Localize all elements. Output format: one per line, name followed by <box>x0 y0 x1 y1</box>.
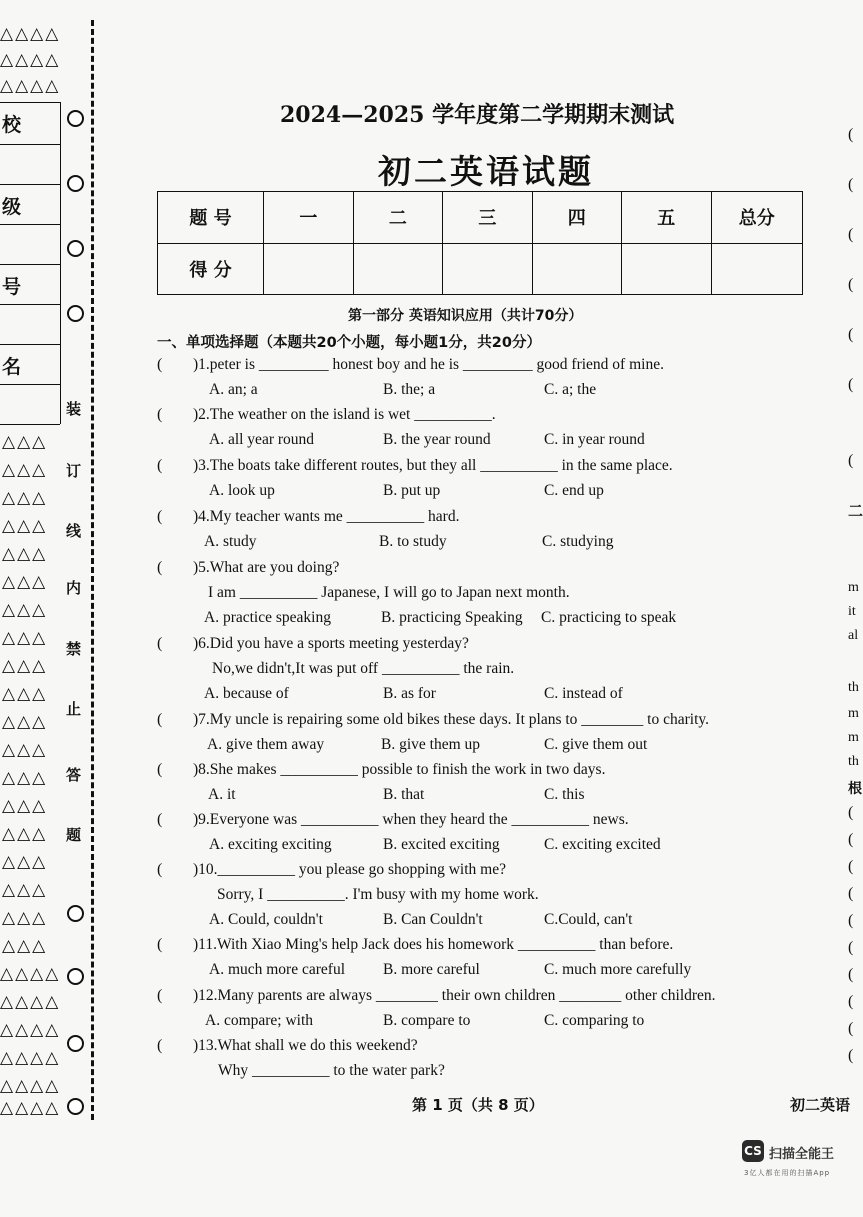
binding-text-char: 装 <box>66 400 82 418</box>
option-c: C. in year round <box>544 431 645 448</box>
option-c: C. practicing to speak <box>541 609 677 626</box>
option-b: B. more careful <box>383 961 480 978</box>
answer-paren[interactable]: ( <box>157 811 163 828</box>
next-page-title-fragment: 初二英语 <box>790 1096 851 1114</box>
class-label: 级 <box>2 196 22 218</box>
question-stem: )12.Many parents are always ________ their own children ________ other children. <box>193 987 716 1004</box>
binding-hole-circle <box>67 905 84 922</box>
answer-paren: ( <box>848 939 854 956</box>
binding-text-char: 止 <box>66 700 82 718</box>
binding-hole-circle <box>67 1035 84 1052</box>
option-c: C. this <box>544 786 585 803</box>
triangle-row: △△△△ <box>0 964 61 984</box>
score-table-col: 三 <box>443 192 532 244</box>
triangle-row: △△△ <box>2 684 48 704</box>
scanner-app-name: 扫描全能王 <box>769 1147 835 1162</box>
page-number: 第 1 页（共 8 页） <box>412 1096 544 1114</box>
option-c: C. a; the <box>544 381 597 398</box>
option-c: C. end up <box>544 482 604 499</box>
triangle-row: △△△△ <box>0 992 61 1012</box>
question-stem: )1.peter is _________ honest boy and he is _________ good friend of mine. <box>193 356 664 373</box>
answer-paren: ( <box>848 1020 854 1037</box>
binding-hole-circle <box>67 1098 84 1115</box>
triangle-row: △△△△ <box>0 24 61 44</box>
question-stem: )10.__________ you please go shopping with me? <box>193 861 506 878</box>
exam-subtitle: 初二英语试题 <box>378 152 594 191</box>
score-table-col: 四 <box>532 192 621 244</box>
score-cell[interactable] <box>443 243 532 295</box>
score-table-row-label: 得 分 <box>158 243 264 295</box>
question-line2: No,we didn't,It was put off __________ the rain. <box>212 660 515 677</box>
triangle-row: △△△ <box>2 768 48 788</box>
triangle-row: △△△ <box>2 628 48 648</box>
score-table-col: 二 <box>353 192 442 244</box>
answer-paren: ( <box>848 858 854 875</box>
option-a: A. exciting exciting <box>209 836 332 853</box>
binding-hole-circle <box>67 110 84 127</box>
question-stem: )7.My uncle is repairing some old bikes these days. It plans to ________ to charity. <box>193 711 709 728</box>
triangle-row: △△△ <box>2 852 48 872</box>
answer-paren[interactable]: ( <box>157 936 163 953</box>
answer-paren[interactable]: ( <box>157 635 163 652</box>
score-table-col: 一 <box>264 192 353 244</box>
option-c: C. instead of <box>544 685 623 702</box>
school-label: 校 <box>2 114 22 136</box>
question-stem: )11.With Xiao Ming's help Jack does his homework __________ than before. <box>193 936 674 953</box>
answer-paren: ( <box>848 912 854 929</box>
question-stem: )2.The weather on the island is wet __________. <box>193 406 496 423</box>
answer-paren: ( <box>848 176 854 193</box>
question-stem: )4.My teacher wants me __________ hard. <box>193 508 460 525</box>
option-b: B. give them up <box>381 736 481 753</box>
question-stem: )13.What shall we do this weekend? <box>193 1037 418 1054</box>
option-b: B. the year round <box>383 431 491 448</box>
triangle-row: △△△ <box>2 796 48 816</box>
binding-dashed-line <box>91 20 94 1120</box>
binding-text-char: 订 <box>66 462 82 480</box>
section-heading-fragment: 二 <box>848 502 863 520</box>
triangle-row: △△△ <box>2 712 48 732</box>
option-b: B. to study <box>379 533 447 550</box>
question-stem: )9.Everyone was __________ when they heard the __________ news. <box>193 811 629 828</box>
name-label: 名 <box>2 356 22 378</box>
option-a: A. all year round <box>209 431 315 448</box>
number-label: 号 <box>2 276 22 298</box>
answer-paren[interactable]: ( <box>157 987 163 1004</box>
triangle-row: △△△ <box>2 544 48 564</box>
question-line2: I am __________ Japanese, I will go to Japan next month. <box>208 584 570 601</box>
triangle-row: △△△ <box>2 488 48 508</box>
option-a: A. an; a <box>209 381 258 398</box>
binding-hole-circle <box>67 968 84 985</box>
question-stem: )6.Did you have a sports meeting yesterday? <box>193 635 469 652</box>
answer-paren: ( <box>848 276 854 293</box>
option-a: A. it <box>208 786 236 803</box>
binding-hole-circle <box>67 175 84 192</box>
answer-paren: ( <box>848 804 854 821</box>
triangle-row: △△△ <box>2 460 48 480</box>
option-b: B. Can Couldn't <box>383 911 483 928</box>
triangle-row: △△△ <box>2 432 48 452</box>
answer-paren[interactable]: ( <box>157 761 163 778</box>
score-table <box>157 191 803 295</box>
answer-paren[interactable]: ( <box>157 559 163 576</box>
option-b: B. as for <box>383 685 436 702</box>
option-b: B. practicing Speaking <box>381 609 523 626</box>
triangle-row: △△△△ <box>0 1098 61 1118</box>
binding-text-char: 禁 <box>66 640 82 658</box>
triangle-row: △△△ <box>2 824 48 844</box>
option-a: A. practice speaking <box>204 609 331 626</box>
answer-paren: ( <box>848 966 854 983</box>
answer-paren[interactable]: ( <box>157 861 163 878</box>
option-b: B. put up <box>383 482 441 499</box>
option-c: C.Could, can't <box>544 911 633 928</box>
answer-paren: ( <box>848 831 854 848</box>
cs-logo-icon: CS <box>742 1140 764 1162</box>
triangle-row: △△△△ <box>0 50 61 70</box>
triangle-row: △△△ <box>2 656 48 676</box>
option-b: B. excited exciting <box>383 836 500 853</box>
answer-paren[interactable]: ( <box>157 711 163 728</box>
question-line2: Sorry, I __________. I'm busy with my home work. <box>217 886 539 903</box>
binding-hole-circle <box>67 305 84 322</box>
text-fragment: m <box>848 580 859 595</box>
binding-text-char: 答 <box>66 766 82 784</box>
score-cell[interactable] <box>532 243 621 295</box>
answer-paren: ( <box>848 452 854 469</box>
option-c: C. give them out <box>544 736 648 753</box>
answer-paren: ( <box>848 993 854 1010</box>
answer-paren[interactable]: ( <box>157 1037 163 1054</box>
option-c: C. exciting excited <box>544 836 661 853</box>
question-stem: )8.She makes __________ possible to finish the work in two days. <box>193 761 606 778</box>
triangle-row: △△△ <box>2 572 48 592</box>
answer-paren[interactable]: ( <box>157 356 163 373</box>
triangle-row: △△△△ <box>0 76 61 96</box>
option-a: A. much more careful <box>209 961 345 978</box>
answer-paren: ( <box>848 226 854 243</box>
option-a: A. compare; with <box>205 1012 314 1029</box>
score-cell[interactable] <box>622 243 711 295</box>
text-fragment: it <box>848 604 856 619</box>
answer-paren[interactable]: ( <box>157 508 163 525</box>
score-cell[interactable] <box>711 243 802 295</box>
part1-heading: 第一部分 英语知识应用（共计70分） <box>348 308 583 324</box>
text-fragment: th <box>848 680 859 695</box>
triangle-row: △△△△ <box>0 1048 61 1068</box>
option-b: B. the; a <box>383 381 436 398</box>
score-cell[interactable] <box>264 243 353 295</box>
option-b: B. compare to <box>383 1012 471 1029</box>
triangle-row: △△△ <box>2 880 48 900</box>
answer-paren: ( <box>848 326 854 343</box>
text-fragment: th <box>848 754 859 769</box>
text-fragment: m <box>848 730 859 745</box>
option-a: A. look up <box>209 482 275 499</box>
option-b: B. that <box>383 786 425 803</box>
triangle-row: △△△△ <box>0 1020 61 1040</box>
option-a: A. Could, couldn't <box>209 911 323 928</box>
text-fragment: al <box>848 628 859 643</box>
question-stem: )5.What are you doing? <box>193 559 340 576</box>
answer-paren[interactable]: ( <box>157 406 163 423</box>
text-fragment: m <box>848 706 859 721</box>
binding-text-char: 题 <box>66 826 82 844</box>
option-c: C. comparing to <box>544 1012 645 1029</box>
heading-fragment: 根 <box>848 781 862 797</box>
option-a: A. give them away <box>207 736 325 753</box>
option-a: A. because of <box>204 685 289 702</box>
binding-text-char: 内 <box>66 579 82 597</box>
triangle-row: △△△△ <box>0 1076 61 1096</box>
triangle-row: △△△ <box>2 936 48 956</box>
question-stem: )3.The boats take different routes, but they all __________ in the same place. <box>193 457 673 474</box>
triangle-row: △△△ <box>2 740 48 760</box>
triangle-row: △△△ <box>2 516 48 536</box>
option-a: A. study <box>204 533 257 550</box>
score-table-header-label: 题 号 <box>158 192 264 244</box>
option-c: C. much more carefully <box>544 961 692 978</box>
triangle-row: △△△ <box>2 908 48 928</box>
option-c: C. studying <box>542 533 614 550</box>
exam-title: 2024—2025 学年度第二学期期末测试 <box>280 102 675 128</box>
answer-paren: ( <box>848 1047 854 1064</box>
question-line2: Why __________ to the water park? <box>218 1062 445 1079</box>
triangle-row: △△△ <box>2 600 48 620</box>
score-table-col: 五 <box>622 192 711 244</box>
scanner-tagline: 3亿人都在用的扫描App <box>744 1169 831 1177</box>
answer-paren[interactable]: ( <box>157 457 163 474</box>
answer-paren: ( <box>848 885 854 902</box>
section1-heading: 一、单项选择题（本题共20个小题，每小题1分，共20分） <box>157 335 541 351</box>
binding-text-char: 线 <box>66 522 82 540</box>
answer-paren: ( <box>848 376 854 393</box>
score-cell[interactable] <box>353 243 442 295</box>
binding-hole-circle <box>67 240 84 257</box>
score-table-col-total: 总分 <box>711 192 802 244</box>
answer-paren: ( <box>848 126 854 143</box>
